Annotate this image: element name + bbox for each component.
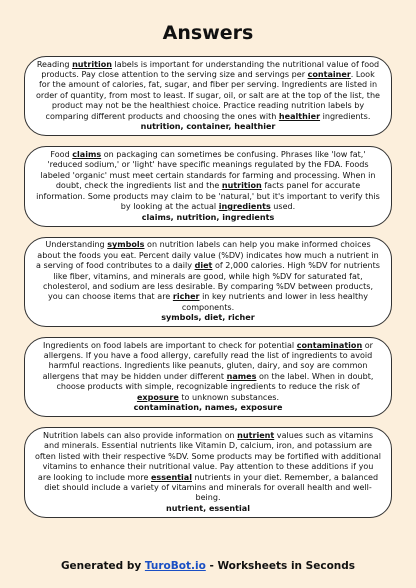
passage-segment: ingredients. xyxy=(320,111,371,121)
passage-segment: Reading xyxy=(36,59,73,69)
passage-segment: to unknown substances. xyxy=(178,392,280,402)
passage-card xyxy=(24,337,392,417)
passage-segment: values such as vitamins and minerals. Essential nutrients like Vitamin D, calcium, iron, and potassium are often listed with their respective %DV. Some products may be fortified with additional vitamins to enhance their nutritional value. Pay attention to these additions if you are looking to include more xyxy=(35,430,381,482)
passage-card xyxy=(24,146,392,227)
passage-segment: Nutrition labels can also provide information on xyxy=(42,430,238,440)
passage-text xyxy=(35,150,381,212)
passage-segment: . Look for the amount of calories, fat, sugar, and fiber per serving. Ingredients are listed in order of quantity, from most to least. If sugar, oil, or salt are at the top of the list, the product may not be the healthiest choice. Practice reading nutrition labels by comparing different products and choosing the ones with xyxy=(36,69,380,121)
vocab-word: symbols xyxy=(107,240,145,250)
turobot-link[interactable]: TuroBot.io xyxy=(144,560,206,572)
passage-text xyxy=(35,240,381,313)
passage-segment: in key nutrients and lower in less healthy components. xyxy=(181,292,368,312)
vocab-word: diet xyxy=(194,261,213,271)
vocab-word: claims xyxy=(72,150,102,160)
passage-card xyxy=(24,56,392,136)
passage-segment: Food xyxy=(50,150,73,160)
vocab-word: contamination xyxy=(296,340,363,350)
vocab-word: container xyxy=(307,69,351,79)
answer-key: nutrient, essential xyxy=(166,503,250,513)
passage-segment: facts panel for accurate information. Some products may claim to be 'natural,' but it's important to verify this by looking at the actual xyxy=(36,181,380,212)
vocab-word: essential xyxy=(150,472,192,482)
vocab-word: nutrient xyxy=(237,430,275,440)
vocab-word: ingredients xyxy=(218,202,271,212)
vocab-word: exposure xyxy=(136,392,179,402)
vocab-word: names xyxy=(226,371,257,381)
passage-segment: labels is important for understanding the nutritional value of food products. Pay close attention to the serving size and servings per xyxy=(41,59,380,79)
answer-key: nutrition, container, healthier xyxy=(140,122,276,132)
passage-segment: Understanding xyxy=(45,240,108,250)
footer-suffix: - Worksheets in Seconds xyxy=(205,560,356,572)
answer-key: contamination, names, exposure xyxy=(133,403,283,413)
passage-card xyxy=(24,237,392,327)
passage-segment: on nutrition labels can help you make informed choices about the foods you eat. Percent daily value (%DV) indicates how much a nutrient in a serving of food contributes to a daily xyxy=(36,240,379,271)
page-title: Answers xyxy=(162,22,254,44)
passage-segment: used. xyxy=(270,202,296,212)
footer xyxy=(0,560,416,572)
passage-segment: on the label. When in doubt, choose products with simple, recognizable ingredients to reduce the risk of xyxy=(56,371,374,392)
passage-text xyxy=(35,60,381,122)
passage-text xyxy=(35,341,381,403)
answer-key: symbols, diet, richer xyxy=(161,313,255,323)
vocab-word: healthier xyxy=(278,111,321,121)
passage-card xyxy=(24,427,392,518)
passage-segment: nutrients in your diet. Remember, a balanced diet should include a variety of vitamins and minerals for overall health and well-being. xyxy=(44,472,379,503)
passage-segment: of 2,000 calories. High %DV for nutrients like fiber, vitamins, and minerals are good, while high %DV for saturated fat, cholesterol, and sodium are less desirable. By comparing %DV between products, you can choose items that are xyxy=(42,261,380,302)
answer-key: claims, nutrition, ingredients xyxy=(141,212,275,222)
vocab-word: nutrition xyxy=(72,59,112,69)
passage-text xyxy=(35,431,381,504)
footer-prefix: Generated by xyxy=(60,560,145,572)
vocab-word: richer xyxy=(172,292,200,302)
vocab-word: nutrition xyxy=(221,181,262,191)
passage-segment: or allergens. If you have a food allergy, carefully read the list of ingredients to avoid harmful reactions. Ingredients like peanuts, gluten, dairy, and soy are common allergens that may be hidden under different xyxy=(42,340,373,381)
passage-segment: Ingredients on food labels are important to check for potential xyxy=(43,340,297,350)
passage-segment: on packaging can sometimes be confusing. Phrases like 'low fat,' 'reduced sodium,' or 'light' have specific meanings regulated by the FDA. Foods labeled 'organic' must meet certain standards for farming and processing. When in doubt, check the ingredients list and the xyxy=(40,150,376,191)
